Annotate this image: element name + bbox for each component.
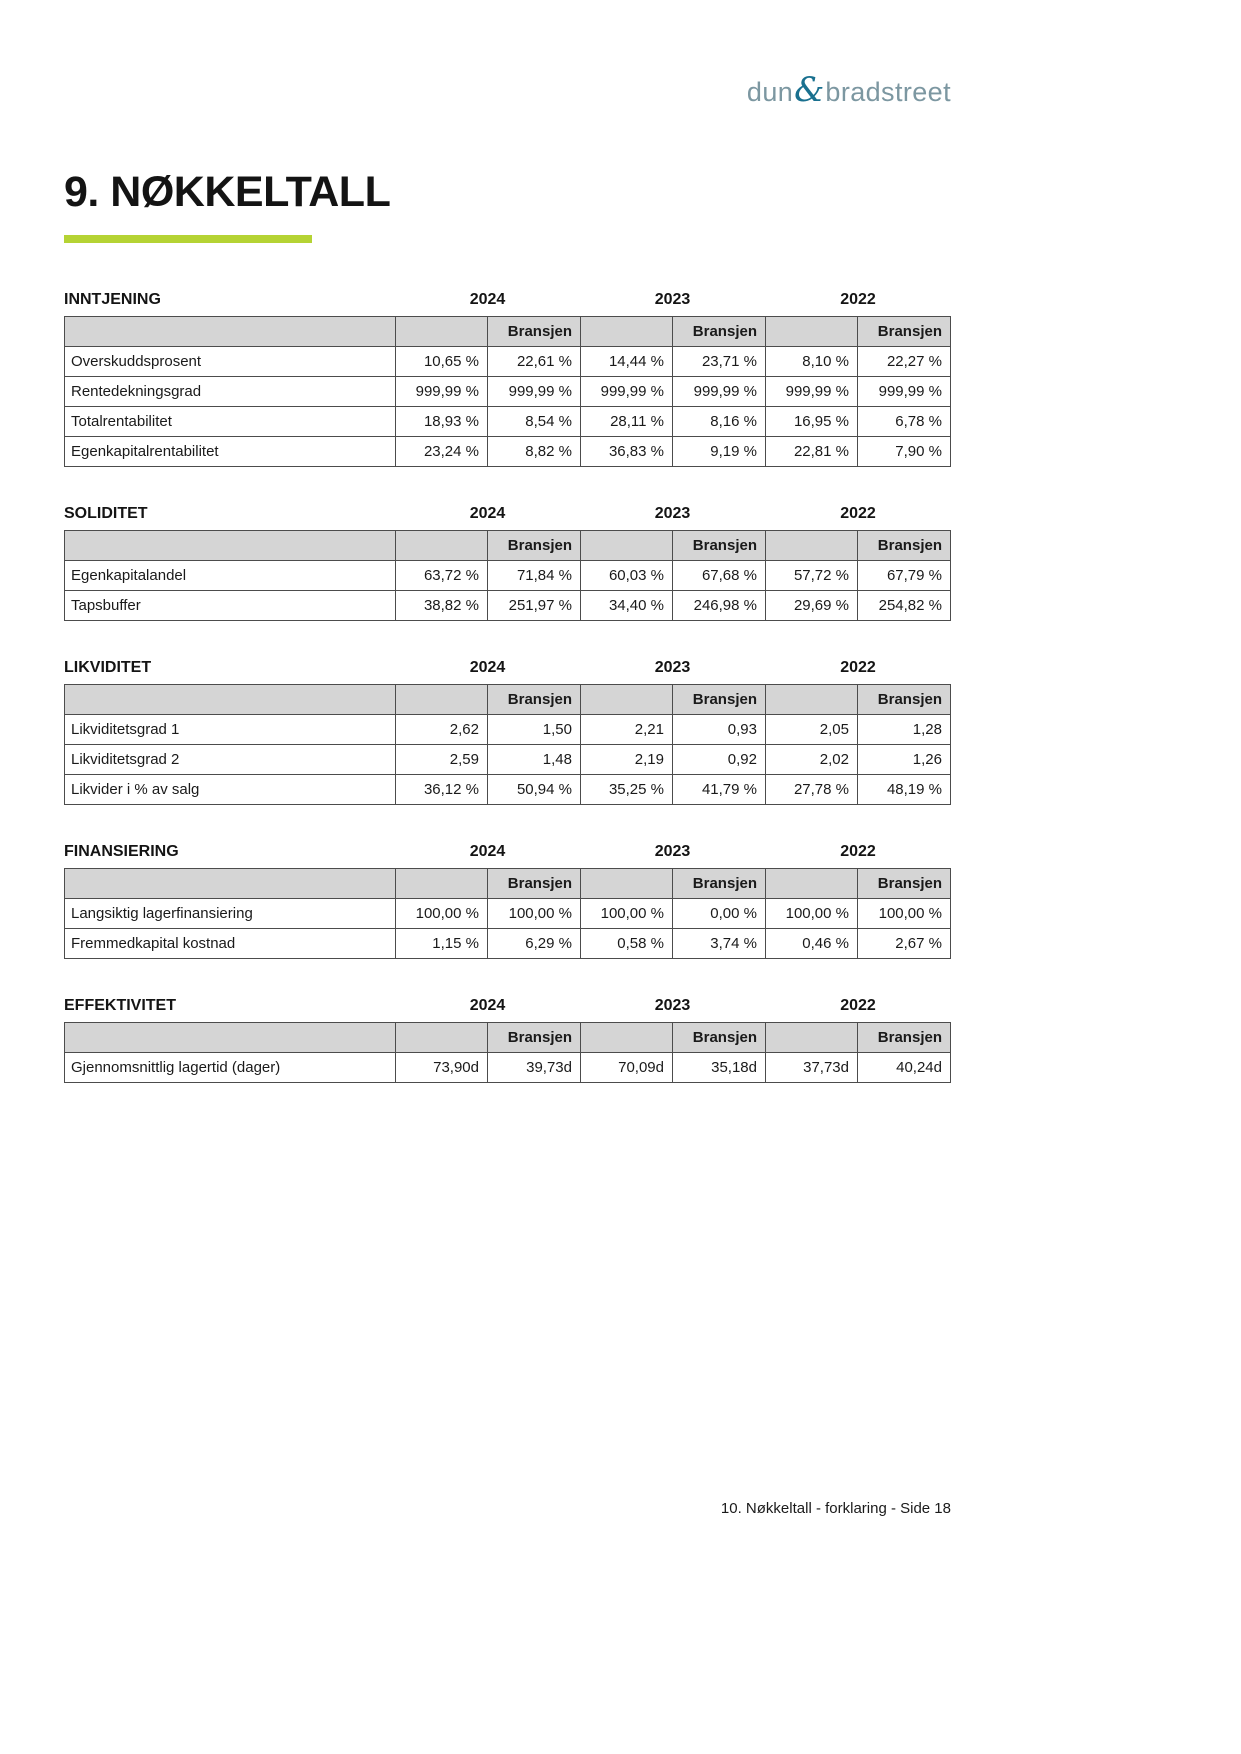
- metric-value: 100,00 %: [396, 899, 488, 929]
- table-row: [65, 377, 951, 407]
- metric-value: 40,24d: [858, 1053, 951, 1083]
- metric-label: Egenkapitalrentabilitet: [65, 437, 396, 467]
- bransjen-header: Bransjen: [488, 869, 581, 899]
- bransjen-header: Bransjen: [858, 685, 951, 715]
- table-row: [65, 347, 951, 377]
- metric-label: Langsiktig lagerfinansiering: [65, 899, 396, 929]
- metric-value: 23,24 %: [396, 437, 488, 467]
- table-subheader-row: [65, 869, 951, 899]
- metric-value: 23,71 %: [673, 347, 766, 377]
- table-row: [65, 899, 951, 929]
- metric-value: 37,73d: [766, 1053, 858, 1083]
- empty-cell: [766, 1023, 858, 1053]
- metric-value: 999,99 %: [858, 377, 951, 407]
- metric-value: 246,98 %: [673, 591, 766, 621]
- metric-label: Rentedekningsgrad: [65, 377, 396, 407]
- metric-value: 14,44 %: [581, 347, 673, 377]
- bransjen-header: Bransjen: [488, 531, 581, 561]
- kpi-table: [64, 530, 951, 621]
- section-title: SOLIDITET: [64, 505, 148, 522]
- metric-value: 60,03 %: [581, 561, 673, 591]
- page-title: 9. NØKKELTALL: [64, 168, 391, 216]
- table-row: [65, 561, 951, 591]
- table-subheader-row: [65, 1023, 951, 1053]
- metric-value: 999,99 %: [766, 377, 858, 407]
- table-row: [65, 745, 951, 775]
- bransjen-header: Bransjen: [673, 531, 766, 561]
- kpi-table: [64, 1022, 951, 1083]
- metric-value: 100,00 %: [858, 899, 951, 929]
- empty-cell: [766, 685, 858, 715]
- section-title: LIKVIDITET: [64, 659, 152, 676]
- metric-value: 10,65 %: [396, 347, 488, 377]
- kpi-table: [64, 868, 951, 959]
- metric-value: 6,78 %: [858, 407, 951, 437]
- metric-value: 18,93 %: [396, 407, 488, 437]
- metric-value: 0,46 %: [766, 929, 858, 959]
- metric-value: 8,16 %: [673, 407, 766, 437]
- section-title: INNTJENING: [64, 291, 161, 308]
- year-header: 2023: [654, 291, 691, 308]
- year-header: 2022: [840, 843, 876, 860]
- metric-value: 0,92: [673, 745, 766, 775]
- metric-value: 2,05: [766, 715, 858, 745]
- metric-value: 57,72 %: [766, 561, 858, 591]
- metric-value: 39,73d: [488, 1053, 581, 1083]
- metric-value: 100,00 %: [488, 899, 581, 929]
- empty-cell: [65, 317, 396, 347]
- metric-value: 2,67 %: [858, 929, 951, 959]
- metric-value: 50,94 %: [488, 775, 581, 805]
- bransjen-header: Bransjen: [858, 317, 951, 347]
- empty-cell: [65, 531, 396, 561]
- metric-value: 999,99 %: [581, 377, 673, 407]
- table-row: [65, 929, 951, 959]
- metric-label: Gjennomsnittlig lagertid (dager): [65, 1053, 396, 1083]
- year-header: 2023: [654, 659, 691, 676]
- year-header: 2022: [840, 291, 876, 308]
- metric-value: 8,54 %: [488, 407, 581, 437]
- year-header: 2023: [654, 843, 691, 860]
- table-row: [65, 775, 951, 805]
- metric-label: Fremmedkapital kostnad: [65, 929, 396, 959]
- metric-value: 1,48: [488, 745, 581, 775]
- metric-value: 2,21: [581, 715, 673, 745]
- bransjen-header: Bransjen: [673, 869, 766, 899]
- table-row: [65, 1053, 951, 1083]
- metric-value: 35,25 %: [581, 775, 673, 805]
- metric-value: 1,26: [858, 745, 951, 775]
- empty-cell: [396, 685, 488, 715]
- section-header: [64, 505, 951, 523]
- empty-cell: [581, 869, 673, 899]
- bransjen-header: Bransjen: [858, 531, 951, 561]
- section-title: FINANSIERING: [64, 843, 179, 860]
- metric-label: Totalrentabilitet: [65, 407, 396, 437]
- table-row: [65, 437, 951, 467]
- metric-value: 8,10 %: [766, 347, 858, 377]
- title-accent-bar: [64, 235, 312, 243]
- empty-cell: [396, 869, 488, 899]
- empty-cell: [766, 317, 858, 347]
- metric-value: 0,00 %: [673, 899, 766, 929]
- metric-value: 70,09d: [581, 1053, 673, 1083]
- metric-value: 67,79 %: [858, 561, 951, 591]
- metric-value: 2,02: [766, 745, 858, 775]
- empty-cell: [65, 1023, 396, 1053]
- logo-word-bradstreet: bradstreet: [825, 77, 951, 107]
- bransjen-header: Bransjen: [673, 317, 766, 347]
- metric-value: 73,90d: [396, 1053, 488, 1083]
- metric-label: Tapsbuffer: [65, 591, 396, 621]
- year-header: 2023: [654, 505, 691, 522]
- metric-value: 22,27 %: [858, 347, 951, 377]
- table-subheader-row: [65, 317, 951, 347]
- metric-value: 3,74 %: [673, 929, 766, 959]
- metric-value: 16,95 %: [766, 407, 858, 437]
- metric-value: 1,50: [488, 715, 581, 745]
- table-subheader-row: [65, 531, 951, 561]
- metric-value: 100,00 %: [581, 899, 673, 929]
- metric-label: Overskuddsprosent: [65, 347, 396, 377]
- metric-value: 27,78 %: [766, 775, 858, 805]
- metric-label: Likviditetsgrad 1: [65, 715, 396, 745]
- section-likviditet: [64, 659, 951, 805]
- empty-cell: [396, 1023, 488, 1053]
- metric-value: 999,99 %: [673, 377, 766, 407]
- metric-value: 7,90 %: [858, 437, 951, 467]
- section-finansiering: [64, 843, 951, 959]
- bransjen-header: Bransjen: [673, 685, 766, 715]
- section-header: [64, 291, 951, 309]
- year-header: 2023: [654, 997, 691, 1014]
- year-header: 2022: [840, 659, 876, 676]
- metric-value: 2,62: [396, 715, 488, 745]
- empty-cell: [766, 869, 858, 899]
- year-header: 2022: [840, 505, 876, 522]
- bransjen-header: Bransjen: [673, 1023, 766, 1053]
- table-subheader-row: [65, 685, 951, 715]
- section-header: [64, 843, 951, 861]
- empty-cell: [581, 317, 673, 347]
- metric-value: 999,99 %: [488, 377, 581, 407]
- year-header: 2024: [469, 659, 506, 676]
- metric-value: 0,93: [673, 715, 766, 745]
- metric-value: 9,19 %: [673, 437, 766, 467]
- bransjen-header: Bransjen: [488, 1023, 581, 1053]
- section-header: [64, 659, 951, 677]
- metric-value: 22,61 %: [488, 347, 581, 377]
- metric-value: 22,81 %: [766, 437, 858, 467]
- page-footer: 10. Nøkkeltall - forklaring - Side 18: [720, 1500, 951, 1517]
- metric-value: 34,40 %: [581, 591, 673, 621]
- metric-value: 254,82 %: [858, 591, 951, 621]
- year-header: 2024: [469, 997, 506, 1014]
- section-soliditet: [64, 505, 951, 621]
- metric-value: 1,15 %: [396, 929, 488, 959]
- section-effektivitet: [64, 997, 951, 1083]
- empty-cell: [65, 869, 396, 899]
- metric-value: 35,18d: [673, 1053, 766, 1083]
- empty-cell: [581, 1023, 673, 1053]
- year-header: 2022: [840, 997, 876, 1014]
- kpi-table: [64, 684, 951, 805]
- metric-value: 71,84 %: [488, 561, 581, 591]
- metric-value: 36,12 %: [396, 775, 488, 805]
- table-row: [65, 407, 951, 437]
- metric-value: 1,28: [858, 715, 951, 745]
- metric-value: 67,68 %: [673, 561, 766, 591]
- empty-cell: [65, 685, 396, 715]
- metric-label: Likvider i % av salg: [65, 775, 396, 805]
- table-row: [65, 715, 951, 745]
- empty-cell: [581, 531, 673, 561]
- year-header: 2024: [469, 291, 506, 308]
- bransjen-header: Bransjen: [488, 317, 581, 347]
- metric-value: 48,19 %: [858, 775, 951, 805]
- bransjen-header: Bransjen: [858, 869, 951, 899]
- table-row: [65, 591, 951, 621]
- report-page: [64, 0, 951, 1083]
- metric-value: 2,59: [396, 745, 488, 775]
- empty-cell: [396, 531, 488, 561]
- empty-cell: [581, 685, 673, 715]
- section-title: EFFEKTIVITET: [64, 997, 176, 1014]
- year-header: 2024: [469, 505, 506, 522]
- empty-cell: [396, 317, 488, 347]
- metric-value: 0,58 %: [581, 929, 673, 959]
- metric-value: 100,00 %: [766, 899, 858, 929]
- section-header: [64, 997, 951, 1015]
- metric-value: 8,82 %: [488, 437, 581, 467]
- metric-value: 251,97 %: [488, 591, 581, 621]
- metric-label: Egenkapitalandel: [65, 561, 396, 591]
- dun-bradstreet-logo: [64, 0, 951, 113]
- empty-cell: [766, 531, 858, 561]
- metric-value: 36,83 %: [581, 437, 673, 467]
- metric-label: Likviditetsgrad 2: [65, 745, 396, 775]
- metric-value: 2,19: [581, 745, 673, 775]
- metric-value: 41,79 %: [673, 775, 766, 805]
- kpi-table: [64, 316, 951, 467]
- section-inntjening: [64, 291, 951, 467]
- logo-ampersand-icon: &: [794, 70, 825, 110]
- year-header: 2024: [469, 843, 506, 860]
- bransjen-header: Bransjen: [858, 1023, 951, 1053]
- bransjen-header: Bransjen: [488, 685, 581, 715]
- metric-value: 6,29 %: [488, 929, 581, 959]
- logo-word-dun: dun: [746, 77, 794, 107]
- metric-value: 28,11 %: [581, 407, 673, 437]
- metric-value: 29,69 %: [766, 591, 858, 621]
- metric-value: 63,72 %: [396, 561, 488, 591]
- metric-value: 999,99 %: [396, 377, 488, 407]
- metric-value: 38,82 %: [396, 591, 488, 621]
